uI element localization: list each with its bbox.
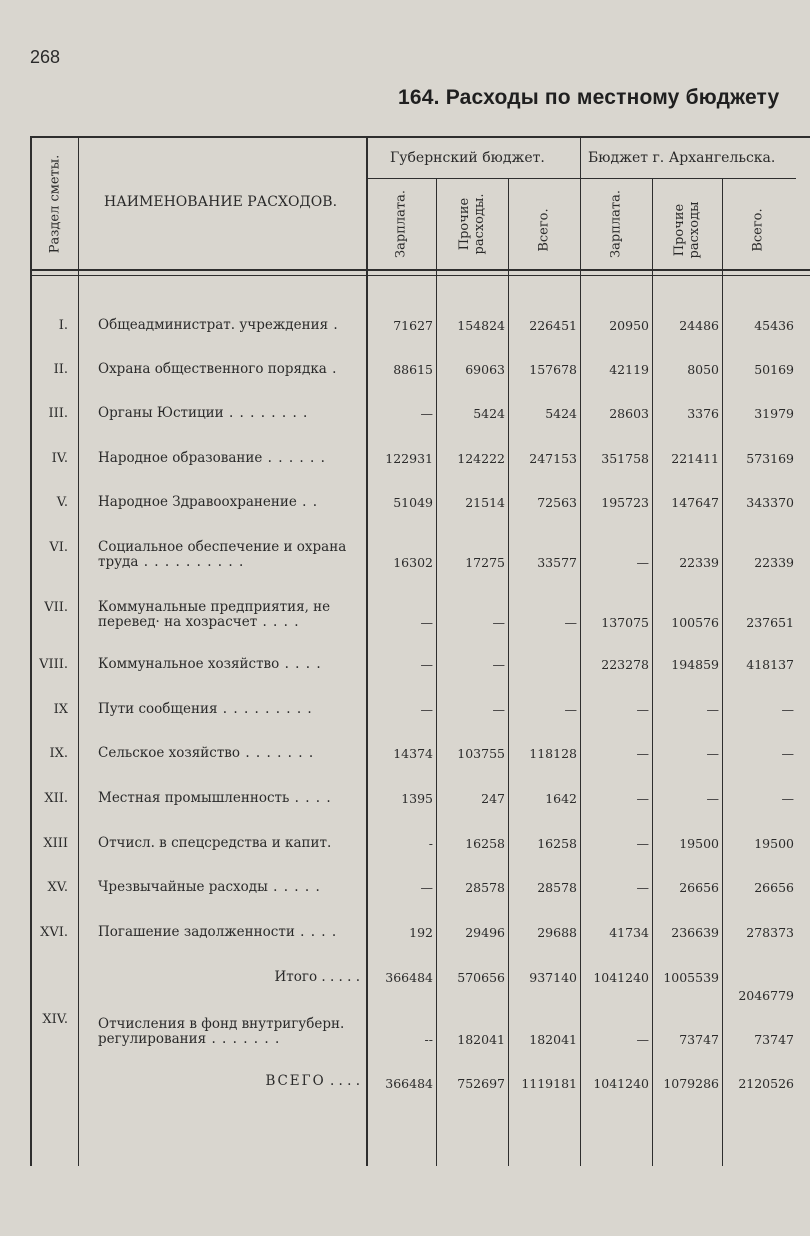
row-6-label	[98, 540, 360, 570]
row-14-value-6: 278373	[746, 925, 794, 940]
grand-total-label	[98, 1074, 360, 1089]
group2-header: Бюджет г. Архангельска.	[588, 150, 776, 166]
row-13-section: XV.	[47, 880, 68, 895]
row-14-label	[98, 925, 360, 940]
row-7-section: VII.	[44, 600, 68, 615]
row-11-label-text: Местная промышленность	[98, 790, 290, 806]
row-4-label	[98, 451, 360, 466]
row-13-value-1: —	[420, 880, 433, 895]
group1-header: Губернский бюджет.	[390, 150, 545, 166]
row-9-value-2: —	[492, 702, 505, 717]
row-11-value-2: 247	[481, 791, 505, 806]
transfer-leader-dots: . . . . . . .	[206, 1031, 281, 1047]
row-10-value-5: —	[706, 746, 719, 761]
row-6-value-1: 16302	[393, 555, 433, 570]
row-9-value-4: —	[636, 702, 649, 717]
row-8-leader-dots: . . . .	[279, 656, 322, 672]
row-7-label-text: Коммунальные предприятия, не перевед· на хозрасчет	[98, 599, 331, 630]
col-rule-4	[652, 178, 653, 1166]
subcol-header-2: Прочие расходы.	[457, 193, 487, 255]
row-4-value-6: 573169	[746, 451, 794, 466]
row-3-value-6: 31979	[754, 406, 794, 421]
grand-total-value-4: 1041240	[593, 1076, 649, 1091]
grand-total-value-6: 2120526	[738, 1076, 794, 1091]
row-12-value-1: -	[428, 836, 433, 851]
group-divider-rule	[580, 138, 581, 1166]
row-4-value-4: 351758	[601, 451, 649, 466]
total-value-2: 570656	[457, 970, 505, 985]
total-value-6: 2046779	[738, 988, 794, 1003]
row-8-section: VIII.	[39, 657, 68, 672]
row-10-value-4: —	[636, 746, 649, 761]
col-rule-1	[436, 178, 437, 1166]
row-13-value-2: 28578	[465, 880, 505, 895]
row-5-leader-dots: . .	[296, 494, 319, 510]
row-11-value-1: 1395	[401, 791, 433, 806]
section-col-header: Раздел сметы.	[47, 154, 63, 254]
subcol-header-6: Всего.	[750, 208, 766, 252]
row-5-value-5: 147647	[671, 495, 719, 510]
row-2-leader-dots: .	[326, 361, 338, 377]
row-4-value-5: 221411	[671, 451, 719, 466]
row-12-value-3: 16258	[537, 836, 577, 851]
row-2-value-1: 88615	[393, 362, 433, 377]
row-4-section: IV.	[51, 451, 68, 466]
row-6-value-5: 22339	[679, 555, 719, 570]
row-9-value-3: —	[564, 702, 577, 717]
row-7-value-3: —	[564, 615, 577, 630]
col-rule-5	[722, 178, 723, 1166]
transfer-value-3: 182041	[529, 1032, 577, 1047]
row-10-value-1: 14374	[393, 746, 433, 761]
row-9-label	[98, 702, 360, 717]
header-bottom-rule-2	[30, 275, 810, 276]
row-14-value-1: 192	[409, 925, 433, 940]
row-9-value-5: —	[706, 702, 719, 717]
row-12-label-text: Отчисл. в спецсредства и капит.	[98, 835, 332, 851]
table-title: 164. Расходы по местному бюджету	[398, 86, 780, 109]
row-12-label	[98, 836, 360, 851]
total-leader-dots: . . . . .	[317, 969, 360, 985]
row-4-value-2: 124222	[457, 451, 505, 466]
row-5-section: V.	[56, 495, 68, 510]
row-2-value-2: 69063	[465, 362, 505, 377]
col-rule-2	[508, 178, 509, 1166]
total-value-4: 1041240	[593, 970, 649, 985]
row-9-leader-dots: . . . . . . . . .	[217, 701, 313, 717]
row-14-value-3: 29688	[537, 925, 577, 940]
row-8-value-4: 223278	[601, 657, 649, 672]
row-3-value-3: 5424	[545, 406, 577, 421]
row-5-value-6: 343370	[746, 495, 794, 510]
row-9-label-text: Пути сообщения	[98, 701, 218, 717]
row-7-leader-dots: . . . .	[257, 614, 300, 630]
transfer-value-4: —	[636, 1032, 649, 1047]
row-3-value-2: 5424	[473, 406, 505, 421]
row-3-leader-dots: . . . . . . . .	[223, 405, 309, 421]
transfer-value-5: 73747	[679, 1032, 719, 1047]
row-6-section: VI.	[49, 540, 68, 555]
row-12-value-2: 16258	[465, 836, 505, 851]
row-10-value-3: 118128	[529, 746, 577, 761]
row-11-section: XII.	[44, 791, 68, 806]
row-3-value-5: 3376	[687, 406, 719, 421]
row-10-label	[98, 746, 360, 761]
row-2-value-5: 8050	[687, 362, 719, 377]
row-2-label	[98, 362, 360, 377]
subcol-header-4: Зарплата.	[608, 190, 624, 258]
name-col-header: НАИМЕНОВАНИЕ РАСХОДОВ.	[104, 194, 338, 210]
row-10-value-2: 103755	[457, 746, 505, 761]
row-14-value-5: 236639	[671, 925, 719, 940]
header-bottom-rule	[30, 269, 810, 271]
row-1-value-1: 71627	[393, 318, 433, 333]
table-top-rule	[30, 136, 810, 138]
row-13-label	[98, 880, 360, 895]
row-2-value-3: 157678	[529, 362, 577, 377]
grand-total-label-text: ВСЕГО	[265, 1073, 326, 1089]
row-1-section: I.	[58, 318, 68, 333]
row-9-value-1: —	[420, 702, 433, 717]
total-value-5: 1005539	[663, 970, 719, 985]
name-col-rule	[366, 136, 368, 1166]
row-13-label-text: Чрезвычайные расходы	[98, 879, 268, 895]
row-8-value-6: 418137	[746, 657, 794, 672]
row-10-leader-dots: . . . . . . .	[240, 745, 315, 761]
row-3-value-1: —	[420, 406, 433, 421]
transfer-value-6: 73747	[754, 1032, 794, 1047]
row-9-value-6: —	[781, 702, 794, 717]
total-label	[98, 970, 360, 985]
row-3-value-4: 28603	[609, 406, 649, 421]
row-1-value-5: 24486	[679, 318, 719, 333]
row-4-value-1: 122931	[385, 451, 433, 466]
subcol-header-3: Всего.	[536, 208, 552, 252]
row-1-value-4: 20950	[609, 318, 649, 333]
row-4-value-3: 247153	[529, 451, 577, 466]
total-value-1: 366484	[385, 970, 433, 985]
subcol-header-5: Прочие расходы	[672, 201, 702, 259]
row-14-value-4: 41734	[609, 925, 649, 940]
grand-total-value-2: 752697	[457, 1076, 505, 1091]
section-col-rule	[78, 136, 79, 1166]
row-12-value-5: 19500	[679, 836, 719, 851]
row-1-value-3: 226451	[529, 318, 577, 333]
row-6-value-2: 17275	[465, 555, 505, 570]
row-8-value-2: —	[492, 657, 505, 672]
row-5-value-4: 195723	[601, 495, 649, 510]
row-13-value-3: 28578	[537, 880, 577, 895]
row-8-value-1: —	[420, 657, 433, 672]
row-6-value-4: —	[636, 555, 649, 570]
row-2-label-text: Охрана общественного порядка	[98, 361, 327, 377]
row-1-label-text: Общеадминистрат. учреждения	[98, 317, 329, 333]
row-12-value-6: 19500	[754, 836, 794, 851]
row-5-value-2: 21514	[465, 495, 505, 510]
row-5-label-text: Народное Здравоохранение	[98, 494, 297, 510]
row-6-leader-dots: . . . . . . . . . .	[138, 554, 245, 570]
row-14-section: XVI.	[40, 925, 68, 940]
row-13-value-4: —	[636, 880, 649, 895]
row-12-value-4: —	[636, 836, 649, 851]
row-2-section: II.	[53, 362, 68, 377]
row-11-label	[98, 791, 360, 806]
row-7-value-1: —	[420, 615, 433, 630]
row-2-value-6: 50169	[754, 362, 794, 377]
transfer-label-text: Отчисления в фонд внутригуберн. регулирования	[98, 1016, 345, 1047]
row-13-value-5: 26656	[679, 880, 719, 895]
row-14-label-text: Погашение задолженности	[98, 924, 295, 940]
transfer-section: XIV.	[42, 1012, 68, 1027]
row-3-section: III.	[48, 406, 68, 421]
row-9-section: IX	[53, 702, 68, 717]
row-10-value-6: —	[781, 746, 794, 761]
page-number: 268	[30, 47, 61, 67]
grand-total-value-5: 1079286	[663, 1076, 719, 1091]
transfer-value-1: --	[424, 1032, 433, 1047]
row-7-value-2: —	[492, 615, 505, 630]
row-14-leader-dots: . . . .	[294, 924, 338, 940]
row-1-value-6: 45436	[754, 318, 794, 333]
row-4-label-text: Народное образование	[98, 450, 263, 466]
row-11-value-6: —	[781, 791, 794, 806]
row-10-section: IX.	[49, 746, 68, 761]
row-10-label-text: Сельское хозяйство	[98, 745, 241, 761]
row-8-label	[98, 657, 360, 672]
row-7-value-6: 237651	[746, 615, 794, 630]
row-8-value-5: 194859	[671, 657, 719, 672]
row-12-section: XIII	[43, 836, 68, 851]
row-6-label-text: Социальное обеспечение и охрана труда	[98, 539, 347, 570]
row-13-leader-dots: . . . . .	[267, 879, 321, 895]
row-5-value-3: 72563	[537, 495, 577, 510]
row-7-value-4: 137075	[601, 615, 649, 630]
row-3-label-text: Органы Юстиции	[98, 405, 224, 421]
row-8-label-text: Коммунальное хозяйство	[98, 656, 280, 672]
row-11-value-5: —	[706, 791, 719, 806]
row-1-value-2: 154824	[457, 318, 505, 333]
row-7-value-5: 100576	[671, 615, 719, 630]
row-4-leader-dots: . . . . . .	[262, 450, 326, 466]
row-7-label	[98, 600, 360, 630]
row-2-value-4: 42119	[609, 362, 649, 377]
group-header-rule	[366, 178, 796, 179]
grand-total-leader-dots: . . . .	[325, 1073, 360, 1089]
transfer-label	[98, 1017, 360, 1047]
row-3-label	[98, 406, 360, 421]
row-13-value-6: 26656	[754, 880, 794, 895]
total-label-text: Итого	[274, 969, 318, 985]
row-11-leader-dots: . . . .	[289, 790, 332, 806]
grand-total-value-1: 366484	[385, 1076, 433, 1091]
row-6-value-6: 22339	[754, 555, 794, 570]
row-6-value-3: 33577	[537, 555, 577, 570]
total-value-3: 937140	[529, 970, 577, 985]
row-11-value-3: 1642	[545, 791, 577, 806]
transfer-value-2: 182041	[457, 1032, 505, 1047]
subcol-header-1: Зарплата.	[393, 190, 409, 258]
row-1-label	[98, 318, 360, 333]
grand-total-value-3: 1119181	[521, 1076, 577, 1091]
row-1-leader-dots: .	[328, 317, 339, 333]
row-14-value-2: 29496	[465, 925, 505, 940]
row-5-label	[98, 495, 360, 510]
row-5-value-1: 51049	[393, 495, 433, 510]
row-11-value-4: —	[636, 791, 649, 806]
